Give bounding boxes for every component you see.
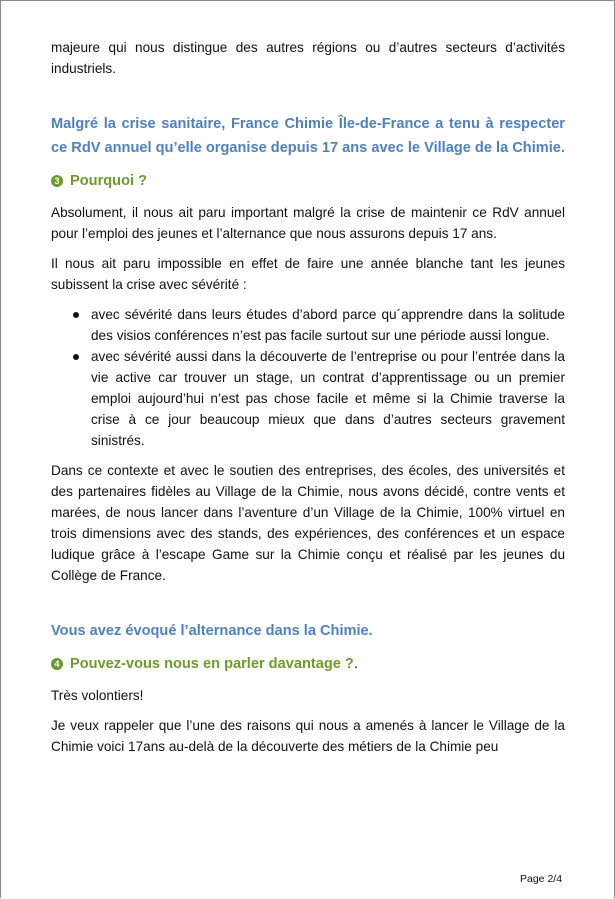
section-4-title-trail: . [353, 656, 358, 672]
section-3-paragraph-3: Dans ce contexte et avec le soutien des entreprises, des écoles, des universités et des partenaires fidèles au Village de la Chimie, nous avons décidé, contre vents et marées, de nous lancer dans l’aventure d’un Village de la Chimie, 100% virtuel en trois dimensions avec des stands, des expériences, des conférences et un espace ludique grâce à l’escape Game sur la Chimie conçu et réalisé par les jeunes du Collège de France. [51, 463, 565, 583]
section-4-heading [51, 652, 565, 676]
bullet-list [51, 304, 565, 451]
section-3-paragraph-1: Absolument, il nous ait paru important malgré la crise de maintenir ce RdV annuel pour l’emploi des jeunes et l’alternance que nous assurons depuis 17 ans. [51, 205, 565, 241]
section-3-paragraph-2: Il nous ait paru impossible en effet de faire une année blanche tant les jeunes subissent la crise avec sévérité : [51, 256, 565, 292]
section-4-paragraph-2: Je veux rappeler que l’une des raisons qui nous a amenés à lancer le Village de la Chimie voici 17ans au-delà de la découverte des métiers de la Chimie peu [51, 718, 565, 754]
intro-continuation: majeure qui nous distingue des autres régions ou d’autres secteurs d’activités industriels. [51, 40, 565, 76]
page-content [51, 37, 565, 757]
list-item [51, 304, 565, 346]
section-4-title: Pouvez-vous nous en parler davantage ? [70, 656, 354, 672]
number-3-icon: 3 [51, 175, 63, 187]
section-4-paragraph-1: Très volontiers! [51, 688, 144, 703]
section-3-title: Pourquoi ? [70, 173, 148, 189]
bullet-icon [73, 354, 79, 360]
list-item-text: avec sévérité dans leurs études d’abord parce qu´apprendre dans la solitude des visios conférences n’est pas facile surtout sur une période aussi longue. [91, 307, 565, 343]
bullet-icon [73, 312, 79, 318]
list-item-text: avec sévérité aussi dans la découverte de l’entreprise ou pour l’entrée dans la vie active car trouver un stage, un contrat d’apprentissage ou un premier emploi aujourd’hui n’est pas chose facile et même si la Chimie traverse la crise à ce jour beaucoup mieux que dans d’autres secteurs gravement sinistrés. [91, 349, 565, 448]
number-4-icon: 4 [51, 658, 63, 670]
heading-crise-sanitaire: Malgré la crise sanitaire, France Chimie Île-de-France a tenu à respecter ce RdV annuel qu’elle organise depuis 17 ans avec le Village de la Chimie. [51, 116, 565, 156]
list-item [51, 346, 565, 451]
heading-alternance: Vous avez évoqué l’alternance dans la Chimie. [51, 623, 373, 639]
section-3-heading [51, 169, 565, 193]
page-number: Page 2/4 [520, 873, 563, 885]
